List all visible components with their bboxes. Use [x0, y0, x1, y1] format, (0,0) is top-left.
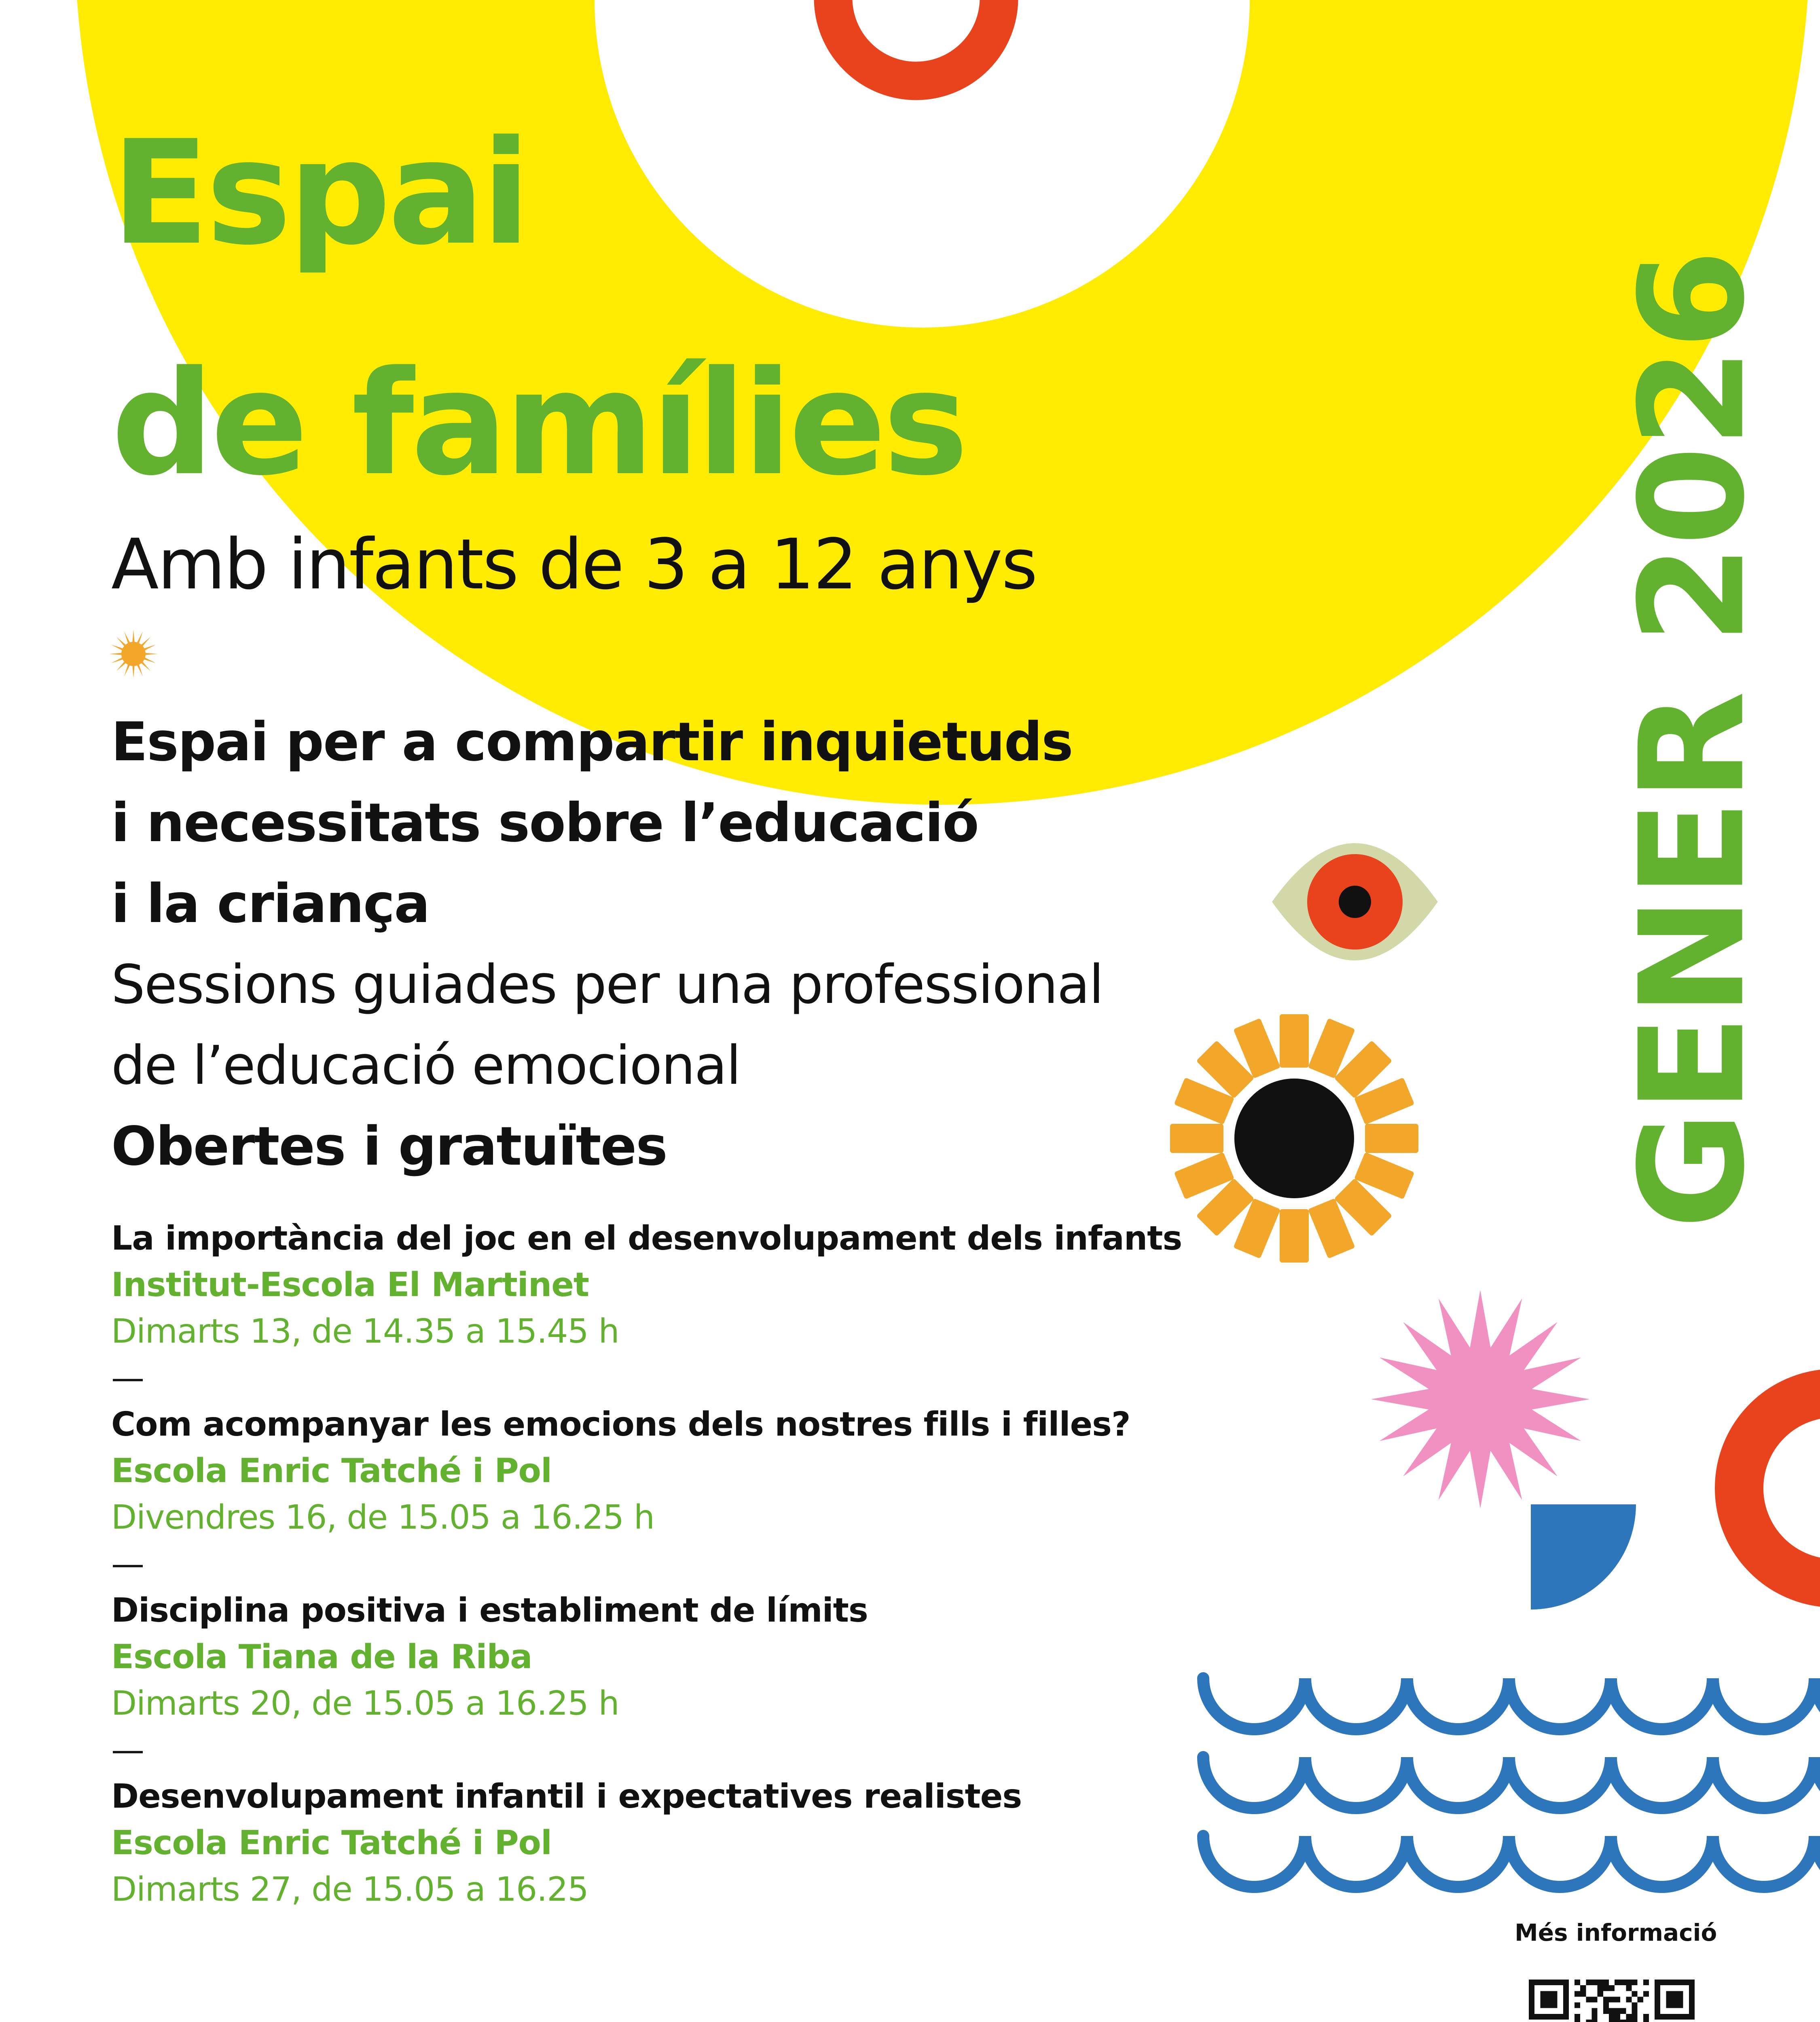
title-line-2: de famílies	[111, 340, 965, 507]
qr-code-icon[interactable]	[1529, 1980, 1695, 2022]
session-venue: Escola Enric Tatché i Pol	[111, 1452, 552, 1490]
session-item	[111, 1215, 1244, 1401]
vertical-month-label: GENER 2026	[1608, 251, 1776, 1229]
intro-light-line-2: de l’educació emocional	[111, 1034, 741, 1097]
waves-icon	[1203, 1678, 1820, 1887]
session-venue: Institut-Escola El Martinet	[111, 1266, 589, 1304]
intro-bold-line-3: i la criança	[111, 873, 430, 935]
session-item	[111, 1401, 1244, 1587]
eye-icon	[1272, 843, 1438, 960]
quarter-circle-icon	[1531, 1504, 1636, 1610]
sun-icon	[109, 630, 158, 678]
session-date: Dimarts 27, de 15.05 a 16.25	[111, 1870, 588, 1909]
session-separator: —	[111, 1731, 144, 1769]
session-title: Desenvolupament infantil i expectatives realistes	[111, 1777, 1022, 1816]
session-separator: —	[111, 1359, 144, 1397]
session-date: Dimarts 13, de 14.35 a 15.45 h	[111, 1312, 619, 1351]
session-title: Disciplina positiva i establiment de límits	[111, 1591, 868, 1630]
subtitle: Amb infants de 3 a 12 anys	[111, 524, 1037, 605]
intro-light-line-1: Sessions guiades per una professional	[111, 954, 1103, 1016]
session-venue: Escola Enric Tatché i Pol	[111, 1824, 552, 1862]
title-line-1: Espai	[111, 109, 528, 277]
session-item	[111, 1587, 1244, 1773]
session-venue: Escola Tiana de la Riba	[111, 1638, 532, 1676]
intro-bold-line-1: Espai per a compartir inquietuds	[111, 711, 1073, 773]
session-title: La importància del joc en el desenvolupament dels infants	[111, 1219, 1182, 1258]
intro-free-line: Obertes i gratuïtes	[111, 1115, 667, 1178]
starburst-icon	[1371, 1290, 1589, 1508]
session-item	[111, 1773, 1244, 1913]
session-date: Dimarts 20, de 15.05 a 16.25 h	[111, 1684, 619, 1723]
sessions-list	[111, 1215, 1244, 1913]
session-date: Divendres 16, de 15.05 a 16.25 h	[111, 1498, 655, 1537]
more-info-label: Més informació	[1515, 1919, 1717, 1946]
session-separator: —	[111, 1545, 144, 1583]
intro-bold-line-2: i necessitats sobre l’educació	[111, 792, 978, 854]
session-title: Com acompanyar les emocions dels nostres fills i filles?	[111, 1405, 1130, 1444]
ring-icon	[1739, 1393, 1820, 1583]
